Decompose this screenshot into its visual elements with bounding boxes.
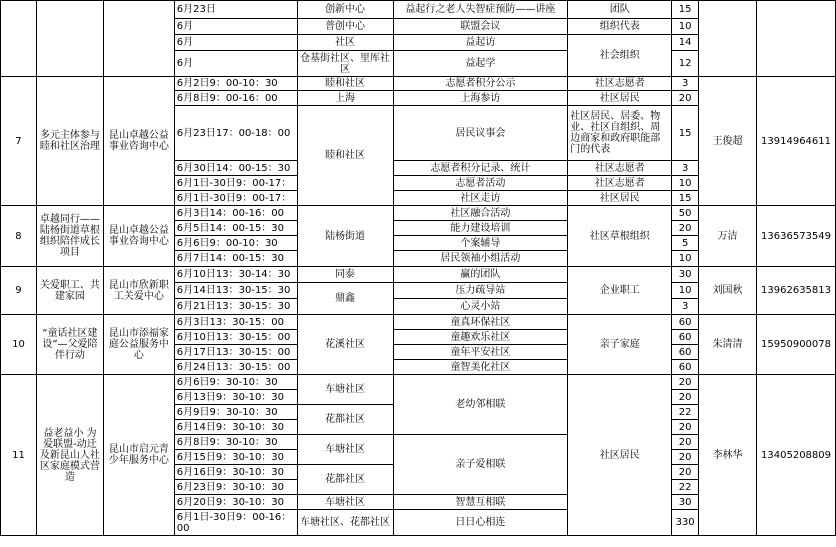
- table-row: [1, 267, 836, 283]
- place-cell: 普创中心: [297, 19, 393, 35]
- place-cell: 花都社区: [297, 405, 393, 435]
- count-cell: 15: [672, 106, 699, 161]
- count-cell: 3: [672, 77, 699, 91]
- place-cell: 鼎鑫: [297, 283, 393, 315]
- activity-cell: 童年平安社区: [393, 345, 568, 360]
- time-cell: 6月: [174, 35, 297, 51]
- target-cell: 组织代表: [568, 19, 672, 35]
- activity-cell: 社区融合活动: [393, 206, 568, 221]
- activity-cell: 志愿者积分记录、统计: [393, 161, 568, 176]
- count-cell: 15: [672, 1, 699, 19]
- no-cell: 8: [1, 206, 37, 267]
- activity-cell: 童真环保社区: [393, 315, 568, 330]
- count-cell: 20: [672, 435, 699, 450]
- activity-cell: 童智美化社区: [393, 360, 568, 375]
- time-cell: 6月6日9：30-10：30: [174, 375, 297, 390]
- count-cell: 20: [672, 465, 699, 480]
- place-cell: 车塘社区、花都社区: [297, 510, 393, 536]
- time-cell: 6月1日-30日9：00-17：: [174, 176, 297, 191]
- contact-cell: [699, 1, 757, 77]
- place-cell: 车塘社区: [297, 435, 393, 465]
- time-cell: 6月: [174, 19, 297, 35]
- contact-cell: 刘国秋: [699, 267, 757, 315]
- count-cell: 20: [672, 450, 699, 465]
- no-cell: 7: [1, 77, 37, 206]
- project-name-cell: 卓越同行——陆杨街道草根组织陪伴成长项目: [36, 206, 103, 267]
- time-cell: 6月8日9：00-16：00: [174, 91, 297, 106]
- count-cell: 20: [672, 91, 699, 106]
- table-row: [1, 77, 836, 91]
- count-cell: 22: [672, 405, 699, 420]
- project-name-cell: [36, 1, 103, 77]
- target-cell: 企业职工: [568, 267, 672, 315]
- time-cell: 6月7日14：00-15：30: [174, 251, 297, 267]
- activity-cell: 能力建设培训: [393, 221, 568, 236]
- count-cell: 50: [672, 206, 699, 221]
- table-row: [1, 1, 836, 19]
- activity-cell: 心灵小站: [393, 299, 568, 315]
- count-cell: 3: [672, 161, 699, 176]
- org-cell: 昆山卓越公益事业咨询中心: [103, 77, 174, 206]
- place-cell: 睦和社区: [297, 106, 393, 206]
- count-cell: 14: [672, 35, 699, 51]
- target-cell: 社区志愿者: [568, 161, 672, 176]
- target-cell: 社区志愿者: [568, 176, 672, 191]
- place-cell: 车塘社区: [297, 375, 393, 405]
- time-cell: 6月21日13：30-15：30: [174, 299, 297, 315]
- time-cell: 6月30日14：00-15：30: [174, 161, 297, 176]
- time-cell: 6月10日13：30-14：30: [174, 267, 297, 283]
- time-cell: 6月16日9：30-10：30: [174, 465, 297, 480]
- target-cell: 团队: [568, 1, 672, 19]
- time-cell: 6月14日13：30-15：30: [174, 283, 297, 299]
- activity-cell: 益起学: [393, 51, 568, 77]
- phone-cell: 13405208809: [757, 375, 836, 536]
- project-name-cell: 益老益小 为爱联盟-动迁及新昆山人社区家庭模式营造: [36, 375, 103, 536]
- activity-cell: 智慧互相联: [393, 495, 568, 510]
- time-cell: 6月1日-30日9：00-16：00: [174, 510, 297, 536]
- count-cell: 22: [672, 480, 699, 495]
- place-cell: 仓基街社区、里厍社区: [297, 51, 393, 77]
- no-cell: [1, 1, 37, 77]
- target-cell: 社区居民: [568, 191, 672, 206]
- count-cell: 30: [672, 267, 699, 283]
- contact-cell: 朱清清: [699, 315, 757, 375]
- activity-cell: 联盟会议: [393, 19, 568, 35]
- time-cell: 6月10日13：30-15：00: [174, 330, 297, 345]
- time-cell: 6月23日17：00-18：00: [174, 106, 297, 161]
- time-cell: 6月1日-30日9：00-17：: [174, 191, 297, 206]
- table-row: [1, 206, 836, 221]
- time-cell: 6月8日9：30-10：30: [174, 435, 297, 450]
- time-cell: 6月24日13：30-15：00: [174, 360, 297, 375]
- count-cell: 330: [672, 510, 699, 536]
- time-cell: 6月: [174, 51, 297, 77]
- count-cell: 20: [672, 221, 699, 236]
- org-cell: [103, 1, 174, 77]
- phone-cell: 13914964611: [757, 77, 836, 206]
- place-cell: 社区: [297, 35, 393, 51]
- activity-cell: 益起访: [393, 35, 568, 51]
- activity-cell: 亲子爱相联: [393, 435, 568, 495]
- time-cell: 6月3日14：00-16：00: [174, 206, 297, 221]
- time-cell: 6月15日9：30-10：30: [174, 450, 297, 465]
- activity-cell: 童趣欢乐社区: [393, 330, 568, 345]
- time-cell: 6月23日9：30-10：30: [174, 480, 297, 495]
- table-row: [1, 375, 836, 390]
- count-cell: 20: [672, 375, 699, 390]
- activity-cell: 居民议事会: [393, 106, 568, 161]
- project-name-cell: “童话社区建设”—父爱陪伴行动: [36, 315, 103, 375]
- no-cell: 11: [1, 375, 37, 536]
- count-cell: 12: [672, 51, 699, 77]
- time-cell: 6月23日: [174, 1, 297, 19]
- place-cell: 车塘社区: [297, 495, 393, 510]
- place-cell: 花溪社区: [297, 315, 393, 375]
- activity-cell: 志愿者活动: [393, 176, 568, 191]
- time-cell: 6月2日9：00-10：30: [174, 77, 297, 91]
- target-cell: 亲子家庭: [568, 315, 672, 375]
- activity-cell: 赢的团队: [393, 267, 568, 283]
- phone-cell: [757, 1, 836, 77]
- count-cell: 10: [672, 283, 699, 299]
- place-cell: 花都社区: [297, 465, 393, 495]
- target-cell: 社区志愿者: [568, 77, 672, 91]
- count-cell: 3: [672, 299, 699, 315]
- time-cell: 6月13日9：30-10：30: [174, 390, 297, 405]
- count-cell: 10: [672, 251, 699, 267]
- org-cell: 昆山卓越公益事业咨询中心: [103, 206, 174, 267]
- activity-cell: 压力疏导站: [393, 283, 568, 299]
- time-cell: 6月20日9：30-10：30: [174, 495, 297, 510]
- place-cell: 创新中心: [297, 1, 393, 19]
- project-name-cell: 关爱职工、共建家园: [36, 267, 103, 315]
- target-cell: 社区居民、居委、物业、社区自组织、周边商家和政府职能部门的代表: [568, 106, 672, 161]
- count-cell: 60: [672, 360, 699, 375]
- count-cell: 20: [672, 420, 699, 435]
- count-cell: 5: [672, 236, 699, 251]
- activity-cell: 益起行之老人失智症预防——讲座: [393, 1, 568, 19]
- org-cell: 昆山市欣新职工关爱中心: [103, 267, 174, 315]
- activity-cell: 上海参访: [393, 91, 568, 106]
- time-cell: 6月6日9：00-10：30: [174, 236, 297, 251]
- activity-cell: 社区走访: [393, 191, 568, 206]
- count-cell: 20: [672, 390, 699, 405]
- contact-cell: 万洁: [699, 206, 757, 267]
- phone-cell: 13962635813: [757, 267, 836, 315]
- project-name-cell: 多元主体参与睦和社区治理: [36, 77, 103, 206]
- target-cell: 社区居民: [568, 375, 672, 536]
- no-cell: 10: [1, 315, 37, 375]
- count-cell: 10: [672, 19, 699, 35]
- activity-cell: 个案辅导: [393, 236, 568, 251]
- time-cell: 6月17日13：30-15：00: [174, 345, 297, 360]
- count-cell: 60: [672, 330, 699, 345]
- target-cell: 社区草根组织: [568, 206, 672, 267]
- place-cell: 陆杨街道: [297, 206, 393, 267]
- place-cell: 上海: [297, 91, 393, 106]
- activity-cell: 老幼邻相联: [393, 375, 568, 435]
- phone-cell: 15950900078: [757, 315, 836, 375]
- target-cell: 社会组织: [568, 35, 672, 77]
- target-cell: 社区居民: [568, 91, 672, 106]
- activity-cell: 居民领袖小组活动: [393, 251, 568, 267]
- time-cell: 6月3日13：30-15：00: [174, 315, 297, 330]
- count-cell: 15: [672, 191, 699, 206]
- time-cell: 6月14日9：30-10：30: [174, 420, 297, 435]
- contact-cell: 李林华: [699, 375, 757, 536]
- time-cell: 6月5日14：00-15：30: [174, 221, 297, 236]
- count-cell: 30: [672, 495, 699, 510]
- time-cell: 6月9日9：30-10：30: [174, 405, 297, 420]
- table-row: [1, 315, 836, 330]
- count-cell: 60: [672, 315, 699, 330]
- count-cell: 60: [672, 345, 699, 360]
- place-cell: 睦和社区: [297, 77, 393, 91]
- phone-cell: 13636573549: [757, 206, 836, 267]
- activity-cell: 日日心相连: [393, 510, 568, 536]
- place-cell: 同泰: [297, 267, 393, 283]
- count-cell: 10: [672, 176, 699, 191]
- activity-cell: 志愿者积分公示: [393, 77, 568, 91]
- org-cell: 昆山市添福家庭公益服务中心: [103, 315, 174, 375]
- contact-cell: 王俊超: [699, 77, 757, 206]
- org-cell: 昆山市启元青少年服务中心: [103, 375, 174, 536]
- no-cell: 9: [1, 267, 37, 315]
